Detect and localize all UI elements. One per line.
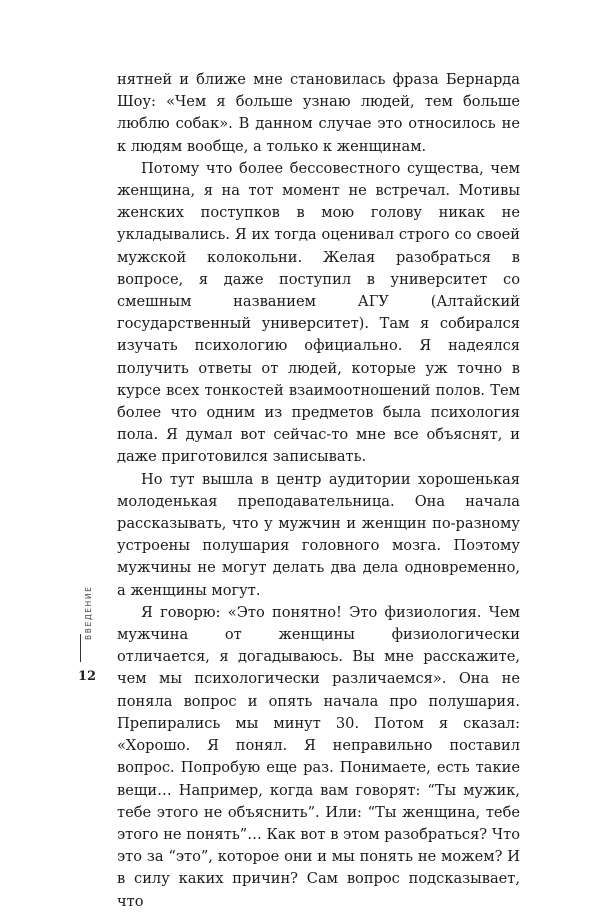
section-label	[84, 580, 96, 640]
paragraph-continuation: нятней и ближе мне становилась фраза Бернарда Шоу: «Чем я больше узнаю людей, тем больше люблю собак». В данном случае это относилось не к людям вообще, а только к женщинам.	[117, 71, 520, 155]
section-divider	[80, 634, 81, 662]
paragraph: Потому что более бессовестного существа, чем женщина, я на тот момент не встречал. Мотивы женских поступков в мою голову никак не укладывались. Я их тогда оценивал строго со своей мужской колокольни. Желая разобраться в вопросе, я даже поступил в университет со смешным названием АГУ (Алтайский государственный университет). Там я собирался изучать психологию официально. Я надеялся получить ответы от людей, которые уж точно в курсе всех тонкостей взаимоотношений полов. Тем более что одним из предметов была психология пола. Я думал вот сейчас-то мне все объяснят, и даже приготовился записывать.	[117, 159, 520, 466]
body-text	[117, 69, 520, 913]
page-number: 12	[78, 669, 97, 684]
paragraph: Я говорю: «Это понятно! Это физиология. Чем мужчина от женщины физиологически отличается, я догадываюсь. Вы мне расскажите, чем мы психологически различаемся». Она не поняла вопрос и опять начала про полушария. Препирались мы минут 30. Потом я сказал: «Хорошо. Я понял. Я неправильно поставил вопрос. Попробую еще раз. Понимаете, есть такие вещи… Например, когда вам говорят: “Ты мужик, тебе этого не объяснить”. Или: “Ты женщина, тебе этого не понять”… Как вот в этом разобраться? Что это за “это”, которое они и мы понять не можем? И в силу каких причин? Сам вопрос подсказывает, что	[117, 603, 520, 910]
section-label-text: ВВЕДЕНИЕ	[84, 585, 93, 640]
paragraph: Но тут вышла в центр аудитории хорошенькая молоденькая преподавательница. Она начала рассказывать, что у мужчин и женщин по-разному устроены полушария головного мозга. Поэтому мужчины не могут делать два дела одновременно, а женщины могут.	[117, 470, 520, 599]
